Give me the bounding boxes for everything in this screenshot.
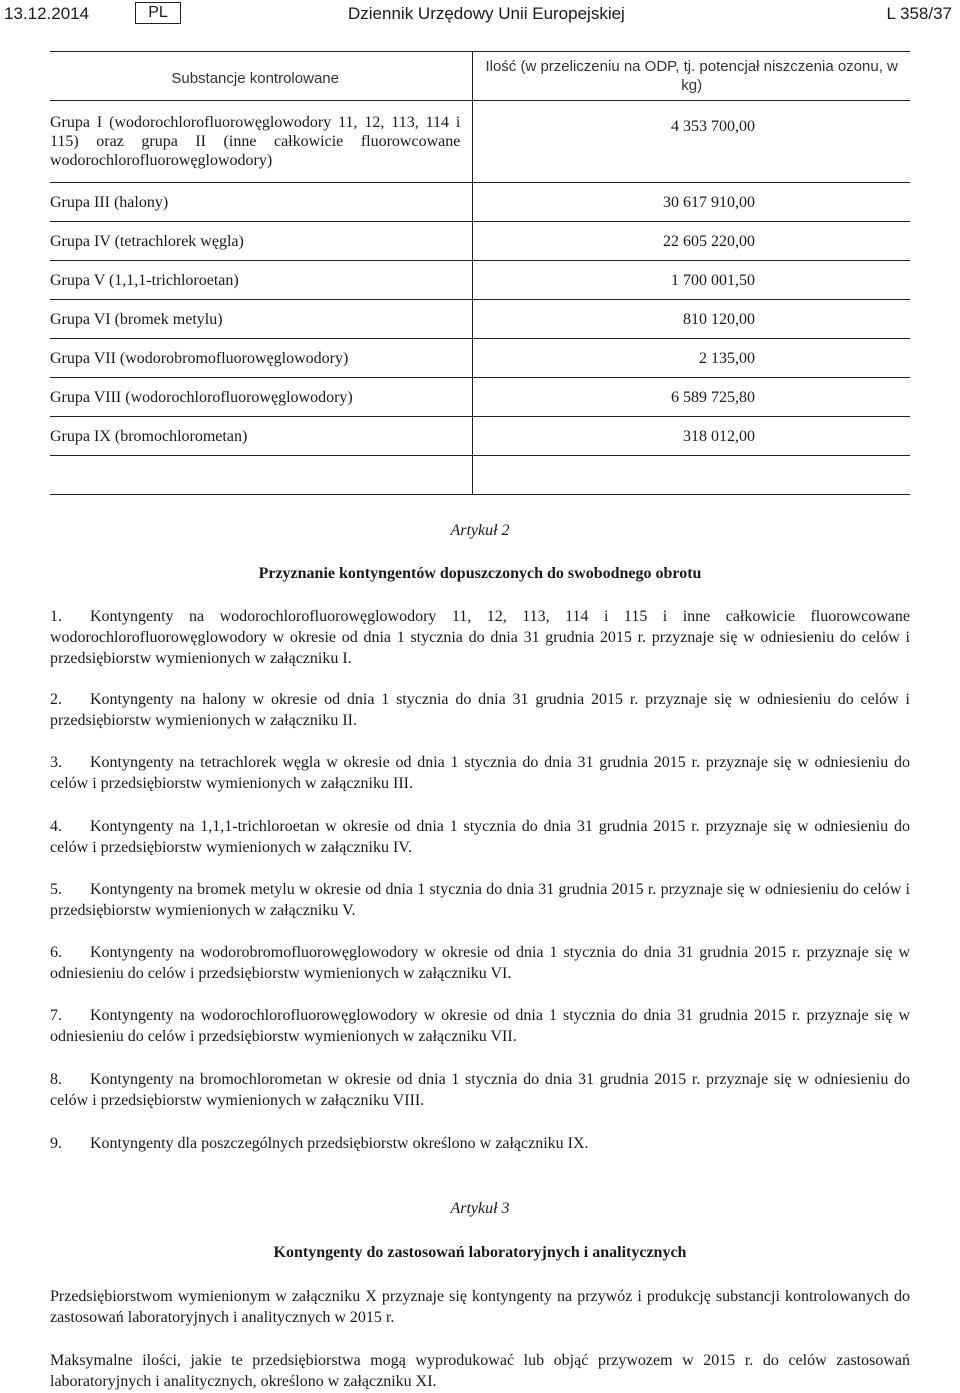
article-2-paragraph: [50, 1005, 910, 1047]
table-row: [50, 456, 910, 495]
article-2-paragraph: [50, 879, 910, 921]
substance-cell: Grupa IX (bromochlorometan): [50, 417, 473, 456]
table-row: [50, 378, 910, 417]
substance-cell: Grupa I (wodorochlorofluorowęglowodory 11, 12, 113, 114 i 115) oraz grupa II (inne całkowicie fluorowcowane wodorochlorofluorowęglowodory): [50, 101, 473, 183]
paragraph-number: 2.: [50, 691, 62, 708]
column-header-amount: Ilość (w przeliczeniu na ODP, tj. potencjał niszczenia ozonu, w kg): [473, 52, 910, 101]
amount-cell: 2 135,00: [473, 339, 910, 378]
amount-cell: 30 617 910,00: [473, 183, 910, 222]
paragraph-number: 4.: [50, 818, 62, 835]
paragraph-text: Kontyngenty na tetrachlorek węgla w okresie od dnia 1 stycznia do dnia 31 grudnia 2015 r. przyznaje się w odniesieniu do celów i przedsiębiorstw wymienionych w załączniku III.: [50, 754, 910, 792]
substance-cell: Grupa IV (tetrachlorek węgla): [50, 222, 473, 261]
amount-cell: 22 605 220,00: [473, 222, 910, 261]
article-2-paragraph: [50, 606, 910, 669]
substances-table: [50, 51, 910, 495]
article-2-paragraph: [50, 1133, 910, 1154]
paragraph-text: Kontyngenty na 1,1,1-trichloroetan w okresie od dnia 1 stycznia do dnia 31 grudnia 2015 r. przyznaje się w odniesieniu do celów i przedsiębiorstw wymienionych w załączniku IV.: [50, 818, 910, 856]
paragraph-text: Kontyngenty na wodorochlorofluorowęglowodory 11, 12, 113, 114 i 115 i inne całkowicie fluorowcowane wodorochlorofluorowęglowodory w okresie od dnia 1 stycznia do dnia 31 grudnia 2015 r. przyznaje się w odniesieniu do celów i przedsiębiorstw wymienionych w załączniku I.: [50, 608, 910, 667]
paragraph-text: Kontyngenty na wodorochlorofluorowęglowodory w okresie od dnia 1 stycznia do dnia 31 grudnia 2015 r. przyznaje się w odniesieniu do celów i przedsiębiorstw wymienionych w załączniku VII.: [50, 1007, 910, 1045]
paragraph-text: Kontyngenty na wodorobromofluorowęglowodory w okresie od dnia 1 stycznia do dnia 31 grudnia 2015 r. przyznaje się w odniesieniu do celów i przedsiębiorstw wymienionych w załączniku VI.: [50, 944, 910, 982]
article-3-paragraph: Przedsiębiorstwom wymienionym w załączniku X przyznaje się kontyngenty na przywóz i produkcję substancji kontrolowanych do zastosowań laboratoryjnych i analitycznych w 2015 r.: [50, 1288, 910, 1326]
paragraph-number: 3.: [50, 754, 62, 771]
paragraph-number: 5.: [50, 881, 62, 898]
page-header: [0, 0, 960, 30]
amount-cell: 6 589 725,80: [473, 378, 910, 417]
article-2-title: Przyznanie kontyngentów dopuszczonych do swobodnego obrotu: [258, 565, 702, 582]
paragraph-number: 8.: [50, 1071, 62, 1088]
article-3-paragraph: Maksymalne ilości, jakie te przedsiębiorstwa mogą wyprodukować lub objąć przywozem w 2015 r. do celów zastosowań laboratoryjnych i analitycznych, określono w załączniku XI.: [50, 1352, 910, 1390]
substance-cell: Grupa V (1,1,1-trichloroetan): [50, 261, 473, 300]
amount-cell: 4 353 700,00: [473, 101, 910, 183]
article-2-paragraph: [50, 816, 910, 858]
paragraph-number: 6.: [50, 944, 62, 961]
substance-cell: [50, 456, 473, 495]
amount-cell: [473, 456, 910, 495]
article-3-label: Artykuł 3: [450, 1200, 510, 1217]
column-header-substances: Substancje kontrolowane: [50, 52, 473, 101]
table-row: [50, 183, 910, 222]
table-row: [50, 261, 910, 300]
substance-cell: Grupa III (halony): [50, 183, 473, 222]
page-reference: L 358/37: [886, 4, 952, 23]
paragraph-text: Kontyngenty na bromek metylu w okresie od dnia 1 stycznia do dnia 31 grudnia 2015 r. przyznaje się w odniesieniu do celów i przedsiębiorstw wymienionych w załączniku V.: [50, 881, 910, 919]
journal-title: Dziennik Urzędowy Unii Europejskiej: [348, 4, 625, 23]
paragraph-text: Kontyngenty dla poszczególnych przedsiębiorstw określono w załączniku IX.: [90, 1135, 589, 1152]
substance-cell: Grupa VI (bromek metylu): [50, 300, 473, 339]
article-2-label: Artykuł 2: [450, 522, 510, 539]
paragraph-number: 7.: [50, 1007, 62, 1024]
publication-date: 13.12.2014: [4, 4, 90, 23]
table-row: [50, 300, 910, 339]
amount-cell: 1 700 001,50: [473, 261, 910, 300]
paragraph-text: Kontyngenty na halony w okresie od dnia 1 stycznia do dnia 31 grudnia 2015 r. przyznaje się w odniesieniu do celów i przedsiębiorstw wymienionych w załączniku II.: [50, 691, 910, 729]
amount-cell: 810 120,00: [473, 300, 910, 339]
table-row: [50, 417, 910, 456]
article-2-paragraph: [50, 689, 910, 731]
paragraph-text: Kontyngenty na bromochlorometan w okresie od dnia 1 stycznia do dnia 31 grudnia 2015 r. przyznaje się w odniesieniu do celów i przedsiębiorstw wymienionych w załączniku VIII.: [50, 1071, 910, 1109]
paragraph-number: 9.: [50, 1135, 62, 1152]
article-2-paragraph: [50, 1069, 910, 1111]
table-row: [50, 339, 910, 378]
substance-cell: Grupa VIII (wodorochlorofluorowęglowodory): [50, 378, 473, 417]
article-2-paragraph: [50, 942, 910, 984]
paragraph-number: 1.: [50, 608, 62, 625]
article-3-title: Kontyngenty do zastosowań laboratoryjnych i analitycznych: [273, 1244, 687, 1261]
table-row: [50, 101, 910, 183]
table-row: [50, 222, 910, 261]
language-badge: PL: [135, 2, 181, 24]
substance-cell: Grupa VII (wodorobromofluorowęglowodory): [50, 339, 473, 378]
article-2-paragraph: [50, 752, 910, 794]
table-header-row: [50, 52, 910, 101]
amount-cell: 318 012,00: [473, 417, 910, 456]
